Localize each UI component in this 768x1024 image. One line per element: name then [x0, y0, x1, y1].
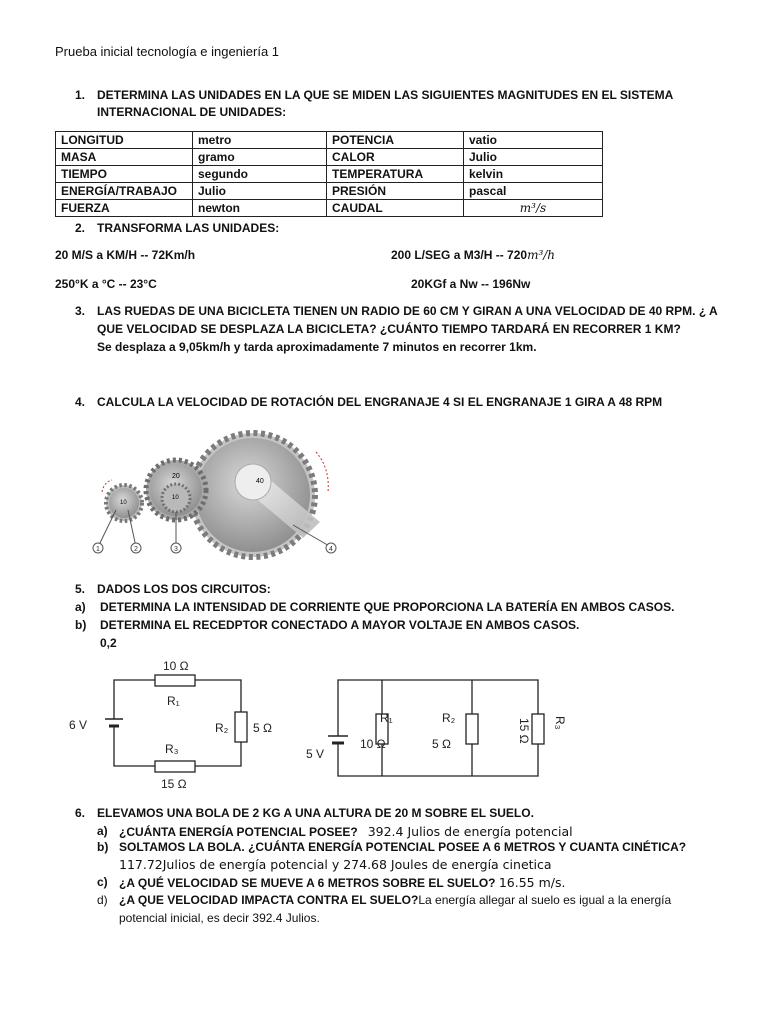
table-cell: vatio [464, 132, 603, 149]
r1-name: R₁ [380, 711, 393, 725]
q4-number: 4. [75, 395, 86, 409]
r1-name: R₁ [167, 694, 180, 708]
gear-label: 10 [120, 500, 127, 506]
table-cell: CALOR [327, 149, 464, 166]
q6-a-question: ¿CUÁNTA ENERGÍA POTENCIAL POSEE? [119, 825, 358, 839]
table-cell: TIEMPO [56, 166, 193, 183]
table-cell: newton [193, 200, 327, 217]
q3-text-line1: LAS RUEDAS DE UNA BICICLETA TIENEN UN RADIO DE 60 CM Y GIRAN A UNA VELOCIDAD DE 40 RPM. ¿ A [97, 304, 718, 318]
units-table [55, 131, 603, 217]
callout-label: 3 [174, 546, 178, 553]
q6-a-label: a) [97, 824, 108, 838]
q5-title: DADOS LOS DOS CIRCUITOS: [97, 582, 271, 596]
battery-voltage: 5 V [306, 747, 325, 761]
table-cell: metro [193, 132, 327, 149]
r2-value: 5 Ω [432, 737, 451, 751]
table-row [56, 183, 603, 200]
q2-conversion-b-unit: m³/h [527, 248, 556, 262]
gear-20-icon [146, 460, 206, 520]
table-row [56, 132, 603, 149]
q2-conversion-c: 250°K a °C -- 23°C [55, 277, 157, 291]
table-cell: ENERGÍA/TRABAJO [56, 183, 193, 200]
callout-label: 1 [96, 546, 100, 553]
gear-label: 10 [172, 495, 179, 501]
table-cell: TEMPERATURA [327, 166, 464, 183]
r3-name: R₃ [165, 742, 179, 756]
table-cell: LONGITUD [56, 132, 193, 149]
r2-name: R₂ [215, 721, 229, 735]
table-cell: kelvin [464, 166, 603, 183]
q6-d-label: d) [97, 893, 108, 907]
q2-conversion-d: 20KGf a Nw -- 196Nw [411, 277, 531, 291]
table-row [56, 149, 603, 166]
q6-c-answer: 16.55 m/s. [498, 875, 566, 890]
q4-text: CALCULA LA VELOCIDAD DE ROTACIÓN DEL ENGRANAJE 4 SI EL ENGRANAJE 1 GIRA A 48 RPM [97, 395, 663, 409]
gear-label: 40 [256, 478, 264, 485]
table-row [56, 200, 603, 217]
q6-d-answer-line2: potencial inicial, es decir 392.4 Julios. [119, 911, 320, 925]
q6-d [119, 893, 671, 907]
table-cell: segundo [193, 166, 327, 183]
table-cell: MASA [56, 149, 193, 166]
series-circuit-diagram [65, 652, 285, 794]
r3-value: 15 Ω [517, 718, 531, 744]
r3-name: R₃ [553, 716, 567, 730]
r3-value: 15 Ω [161, 777, 187, 791]
q6-number: 6. [75, 806, 86, 820]
q6-title: ELEVAMOS UNA BOLA DE 2 KG A UNA ALTURA DE 20 M SOBRE EL SUELO. [97, 806, 534, 820]
q6-d-answer-line1: La energía allegar al suelo es igual a la energía [418, 893, 672, 907]
table-cell: FUERZA [56, 200, 193, 217]
q1-number: 1. [75, 88, 86, 102]
gears-illustration [88, 430, 350, 562]
q6-c-question: ¿A QUÉ VELOCIDAD SE MUEVE A 6 METROS SOBRE EL SUELO? [119, 876, 496, 890]
q5-number: 5. [75, 582, 86, 596]
q2-conversion-b [391, 248, 555, 262]
q6-c [119, 875, 565, 890]
table-cell: PRESIÓN [327, 183, 464, 200]
q5-b-text: DETERMINA EL RECEDPTOR CONECTADO A MAYOR VOLTAJE EN AMBOS CASOS. [100, 618, 580, 632]
r1-value: 10 Ω [163, 659, 189, 673]
battery-voltage: 6 V [69, 718, 88, 732]
r2-value: 5 Ω [253, 721, 272, 735]
q5-b-label: b) [75, 618, 87, 632]
gear-40-icon [191, 433, 328, 557]
q2-conversion-a: 20 M/S a KM/H -- 72Km/h [55, 248, 196, 262]
table-cell: Julio [464, 149, 603, 166]
q3-answer: Se desplaza a 9,05km/h y tarda aproximadamente 7 minutos en recorrer 1km. [97, 340, 537, 354]
q1-text-line2: INTERNACIONAL DE UNIDADES: [97, 105, 287, 119]
table-cell: pascal [464, 183, 603, 200]
document-title: Prueba inicial tecnología e ingeniería 1 [55, 44, 280, 59]
q2-title: TRANSFORMA LAS UNIDADES: [97, 221, 280, 235]
q6-d-question: ¿A QUE VELOCIDAD IMPACTA CONTRA EL SUELO? [119, 893, 419, 907]
q6-b-answer: 117.72Julios de energía potencial y 274.68 Joules de energía cinetica [119, 857, 552, 872]
callout-label: 4 [329, 546, 333, 553]
q1-text-line1: DETERMINA LAS UNIDADES EN LA QUE SE MIDEN LAS SIGUIENTES MAGNITUDES EN EL SISTEMA [97, 88, 674, 102]
q6-b-question: SOLTAMOS LA BOLA. ¿CUÁNTA ENERGÍA POTENCIAL POSEE A 6 METROS Y CUANTA CINÉTICA? [119, 840, 687, 854]
q5-answer: 0,2 [100, 636, 117, 650]
q2-number: 2. [75, 221, 86, 235]
table-cell: CAUDAL [327, 200, 464, 217]
gear-label: 20 [172, 473, 180, 480]
q2-conversion-b-text: 200 L/SEG a M3/H -- 720 [391, 248, 528, 262]
q5-a-label: a) [75, 600, 86, 614]
parallel-circuit-diagram [302, 668, 567, 786]
q6-a-answer: 392.4 Julios de energía potencial [367, 824, 573, 839]
table-cell: gramo [193, 149, 327, 166]
table-cell [464, 200, 603, 217]
q6-c-label: c) [97, 875, 108, 889]
table-cell: POTENCIA [327, 132, 464, 149]
q6-b-label: b) [97, 840, 109, 854]
gear-10-icon [102, 480, 142, 521]
callout-label: 2 [134, 546, 138, 553]
q5-a-text: DETERMINA LA INTENSIDAD DE CORRIENTE QUE PROPORCIONA LA BATERÍA EN AMBOS CASOS. [100, 600, 675, 614]
table-cell: Julio [193, 183, 327, 200]
table-row [56, 166, 603, 183]
caudal-unit: m³/s [519, 201, 547, 215]
r1-value: 10 Ω [360, 737, 386, 751]
q6-a [119, 824, 573, 839]
q3-text-line2: QUE VELOCIDAD SE DESPLAZA LA BICICLETA? ¿CUÁNTO TIEMPO TARDARÁ EN RECORRER 1 KM? [97, 322, 681, 336]
r2-name: R₂ [442, 711, 456, 725]
q3-number: 3. [75, 304, 86, 318]
